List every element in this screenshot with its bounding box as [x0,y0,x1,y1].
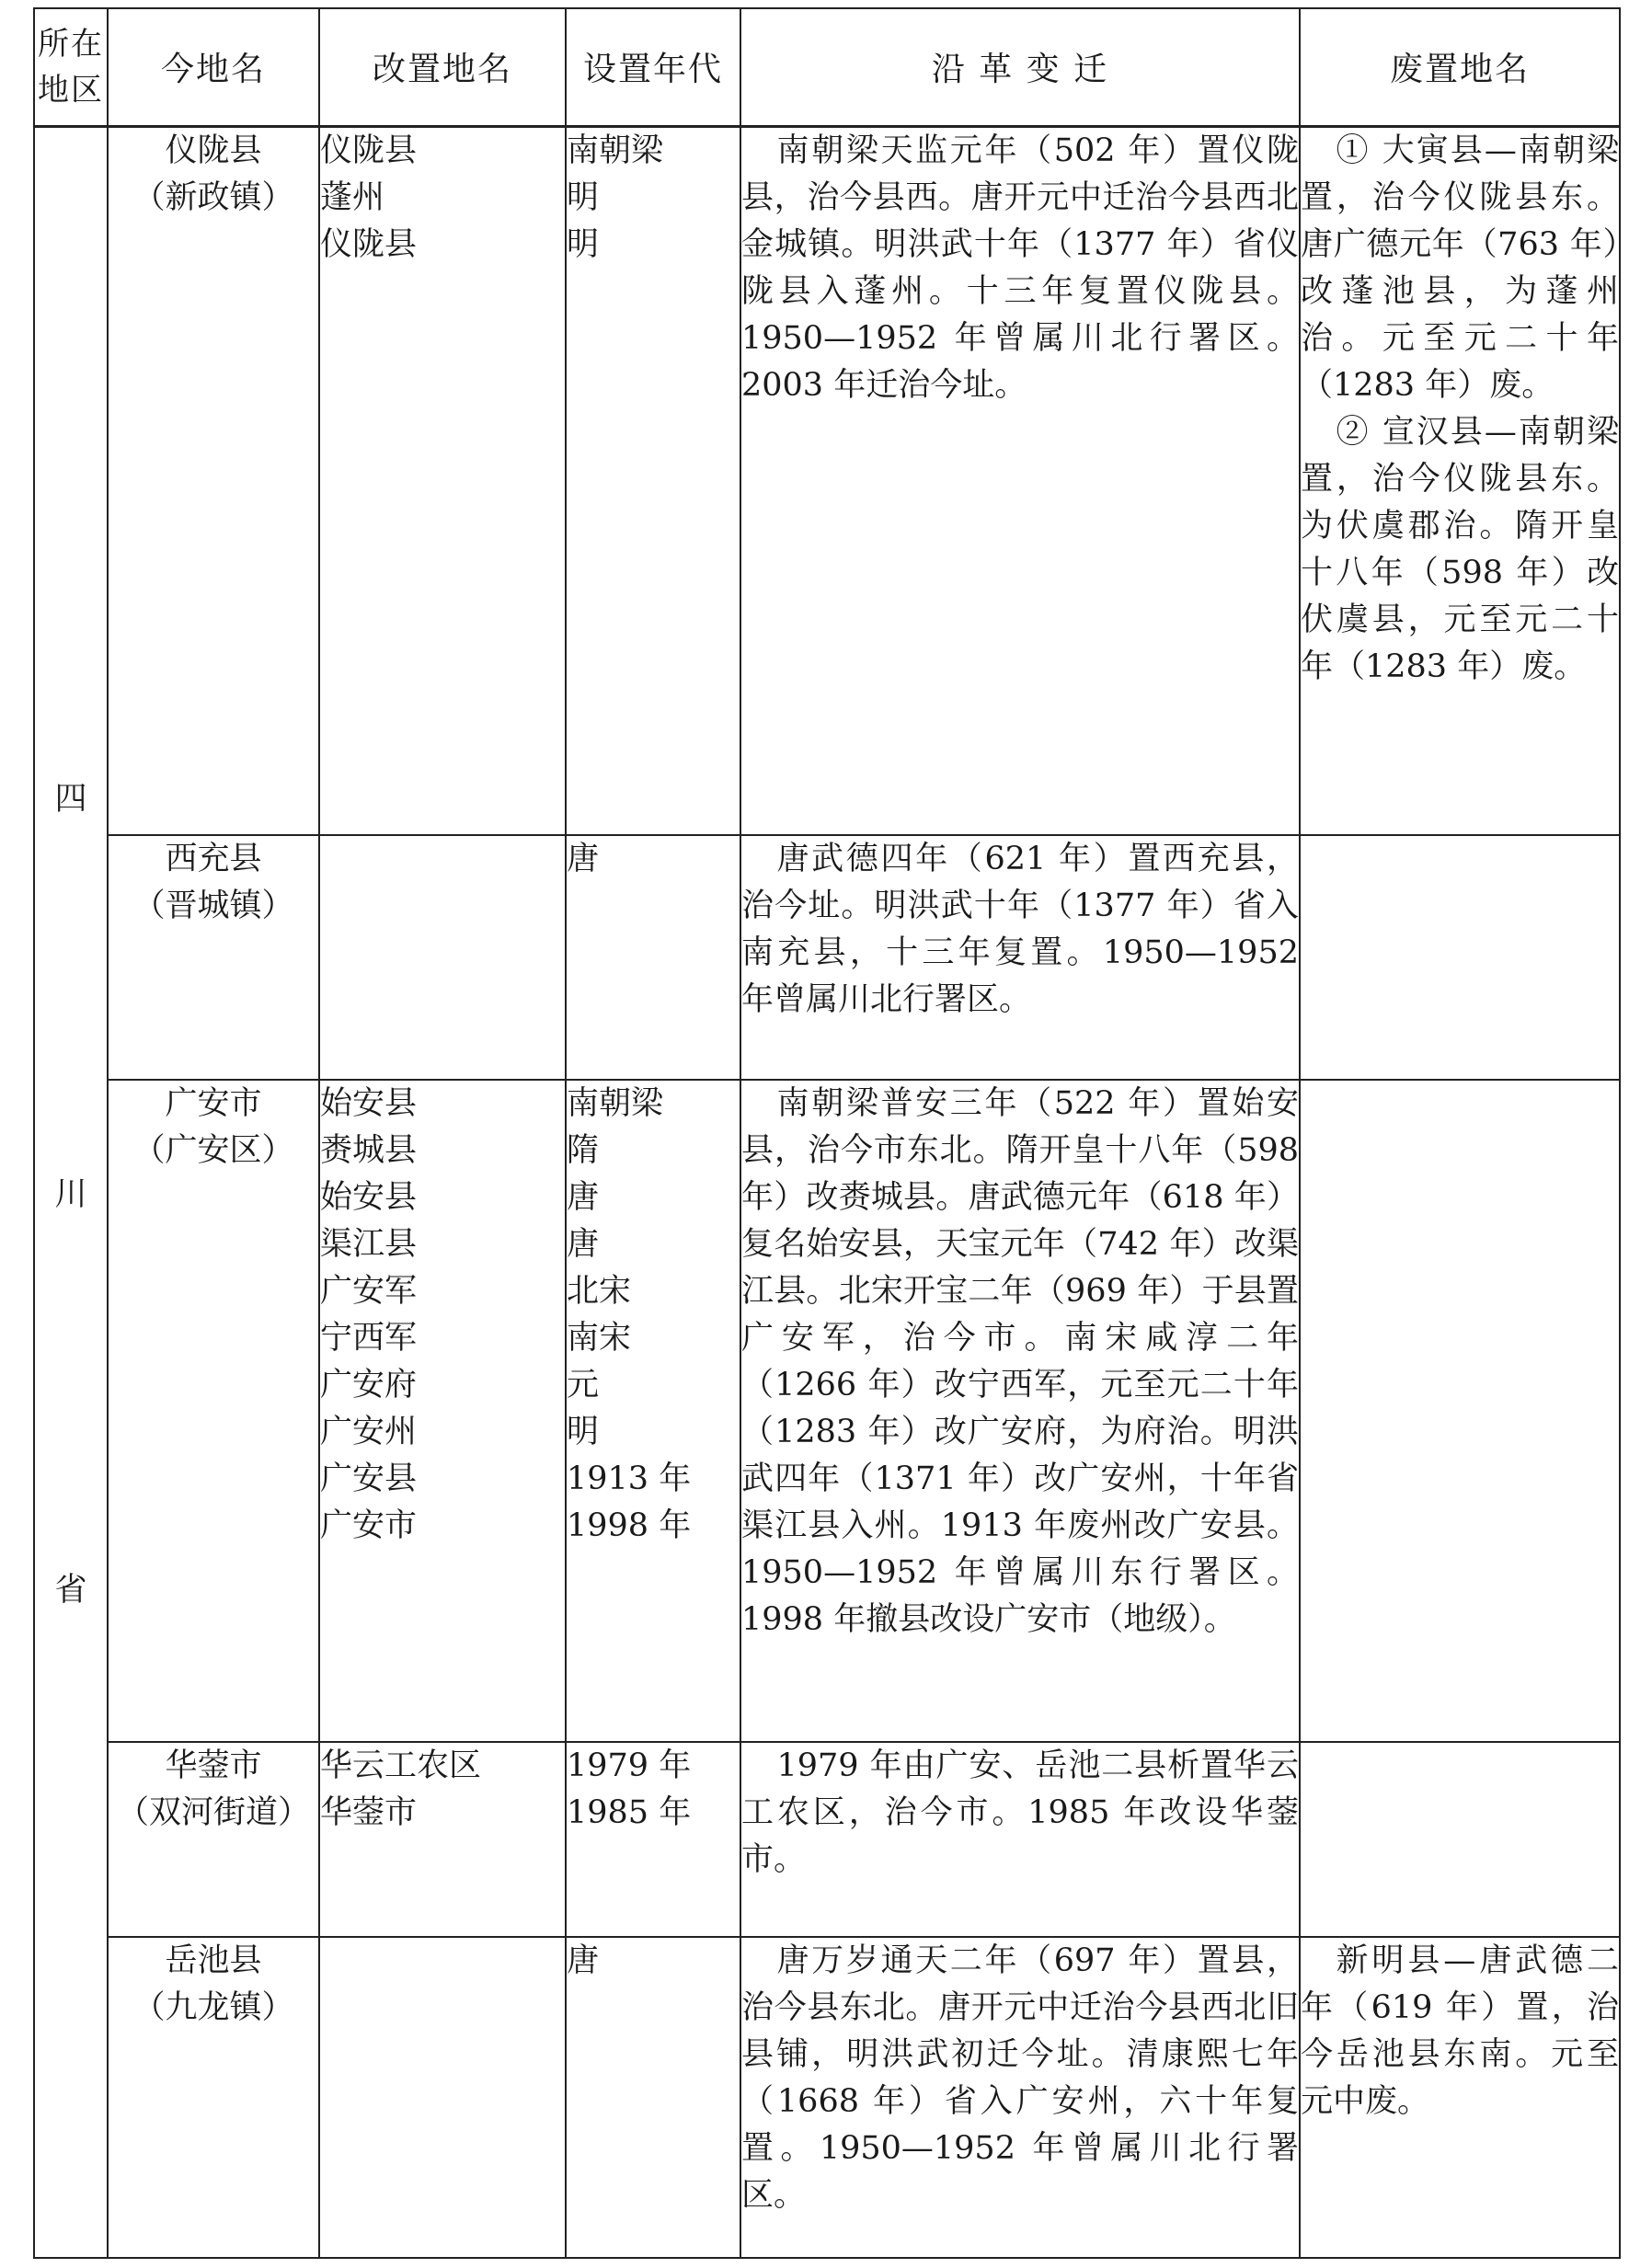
era-item: 1913 年 [567,1460,692,1497]
history-text: 南朝梁天监元年（502 年）置仪陇县，治今县西。唐开元中迁治今县西北金城镇。明洪武十年（1377 年）省仪陇县入蓬州。十三年复置仪陇县。1950—1952 年曾属川北行署区。2003 年迁治今址。 [741,132,1299,404]
era-cell [566,1937,740,2258]
era-item: 明 [567,178,600,216]
history-text: 南朝梁普安三年（522 年）置始安县，治今市东北。隋开皇十八年（598 年）改赉城县。唐武德元年（618 年）复名始安县，天宝元年（742 年）改渠江县。北宋开宝二年（969 年）于县置广安军，治今市。南宋咸淳二年（1266 年）改宁西军，元至元二十年（1283 年）改广安府，为府治。明洪武四年（1371 年）改广安州，十年省渠江县入州。1913 年废州改广安县。1950—1952 年曾属川东行署区。1998 年撤县改设广安市（地级）。 [741,1085,1299,1638]
header-region-line2: 地区 [38,71,104,109]
history-text: 1979 年由广安、岳池二县析置华云工农区，治今市。1985 年改设华蓥市。 [741,1747,1299,1878]
era-item: 1979 年 [567,1747,692,1784]
era-item: 明 [567,1414,600,1450]
era-item: 唐 [567,1942,600,1979]
renamed-item: 渠江县 [320,1226,418,1263]
renamed-cell [319,126,566,835]
table-row [34,835,1620,1080]
renamed-item: 仪陇县 [320,225,418,263]
abolished-cell [1300,126,1620,835]
header-row [34,8,1620,126]
current-name-cell [108,1937,319,2258]
renamed-item: 广安县 [320,1460,418,1497]
region-char-2: 川 [54,1176,87,1214]
renamed-item: 华云工农区 [320,1747,482,1784]
abolished-entry-2: ② 宣汉县—南朝梁置，治今仪陇县东。为伏虞郡治。隋开皇十八年（598 年）改伏虞县，元至元二十年（1283 年）废。 [1301,413,1619,685]
history-text: 唐万岁通天二年（697 年）置县，治今县东北。唐开元中迁治今县西北旧县铺，明洪武初迁今址。清康熙七年（1668 年）省入广安州，六十年复置。1950—1952 年曾属川北行署区。 [741,1942,1299,2214]
table-row [34,1080,1620,1742]
current-name-cell [108,835,319,1080]
gazetteer-table [33,7,1621,2259]
abolished-cell [1300,1742,1620,1937]
region-char-3: 省 [54,1572,87,1609]
era-item: 南朝梁 [567,132,664,169]
renamed-item: 蓬州 [320,178,385,216]
abolished-cell [1300,835,1620,1080]
renamed-item: 华蓥市 [320,1794,418,1831]
county-seat: （晋城镇） [132,888,294,924]
history-cell [740,126,1300,835]
era-cell [566,835,740,1080]
table-row [34,1742,1620,1937]
renamed-cell [319,835,566,1080]
county-seat: （新政镇） [132,178,294,216]
current-name: 西充县 [165,841,262,877]
history-text: 唐武德四年（621 年）置西充县，治今址。明洪武十年（1377 年）省入南充县，十三年复置。1950—1952 年曾属川北行署区。 [741,841,1299,1018]
current-name-cell [108,126,319,835]
header-history: 沿 革 变 迁 [740,8,1300,126]
era-cell [566,1742,740,1937]
current-name-cell [108,1742,319,1937]
renamed-item: 始安县 [320,1179,418,1216]
abolished-cell [1300,1937,1620,2258]
history-cell [740,1742,1300,1937]
history-cell [740,835,1300,1080]
history-cell [740,1080,1300,1742]
county-seat: （广安区） [132,1132,294,1169]
era-item: 明 [567,225,600,263]
header-region [34,8,108,126]
renamed-cell [319,1937,566,2258]
renamed-item: 广安军 [320,1273,418,1310]
abolished-cell [1300,1080,1620,1742]
table-row [34,1937,1620,2258]
era-item: 北宋 [567,1273,632,1310]
header-era: 设置年代 [566,8,740,126]
renamed-item: 宁西军 [320,1320,418,1357]
renamed-item: 始安县 [320,1085,418,1122]
renamed-item: 广安州 [320,1414,418,1450]
header-abolished: 废置地名 [1300,8,1620,126]
header-renamed: 改置地名 [319,8,566,126]
header-current-name: 今地名 [108,8,319,126]
era-item: 1998 年 [567,1507,692,1544]
current-name: 广安市 [165,1085,262,1122]
era-item: 隋 [567,1132,600,1169]
era-item: 1985 年 [567,1794,692,1831]
abolished-entry-1: ① 大寅县—南朝梁置，治今仪陇县东。唐广德元年（763 年）改蓬池县，为蓬州治。元至元二十年（1283 年）废。 [1301,132,1619,404]
current-name: 华蓥市 [165,1747,262,1784]
header-region-line1: 所在 [38,25,104,63]
table-row [34,126,1620,835]
era-item: 唐 [567,841,600,877]
era-item: 元 [567,1367,600,1403]
renamed-cell [319,1080,566,1742]
era-item: 唐 [567,1179,600,1216]
era-cell [566,126,740,835]
era-item: 南宋 [567,1320,632,1357]
era-cell [566,1080,740,1742]
region-cell [34,126,108,2258]
renamed-item: 广安市 [320,1507,418,1544]
current-name-cell [108,1080,319,1742]
renamed-item: 仪陇县 [320,132,418,169]
current-name: 仪陇县 [165,132,262,169]
current-name: 岳池县 [165,1942,262,1979]
abolished-entry: 新明县—唐武德二年（619 年）置，治今岳池县东南。元至元中废。 [1301,1942,1619,2120]
county-seat: （九龙镇） [132,1989,294,2026]
renamed-item: 广安府 [320,1367,418,1403]
era-item: 唐 [567,1226,600,1263]
era-item: 南朝梁 [567,1085,664,1122]
renamed-item: 赉城县 [320,1132,418,1169]
county-seat: （双河街道） [116,1794,310,1831]
renamed-cell [319,1742,566,1937]
region-char-1: 四 [54,781,87,819]
history-cell [740,1937,1300,2258]
